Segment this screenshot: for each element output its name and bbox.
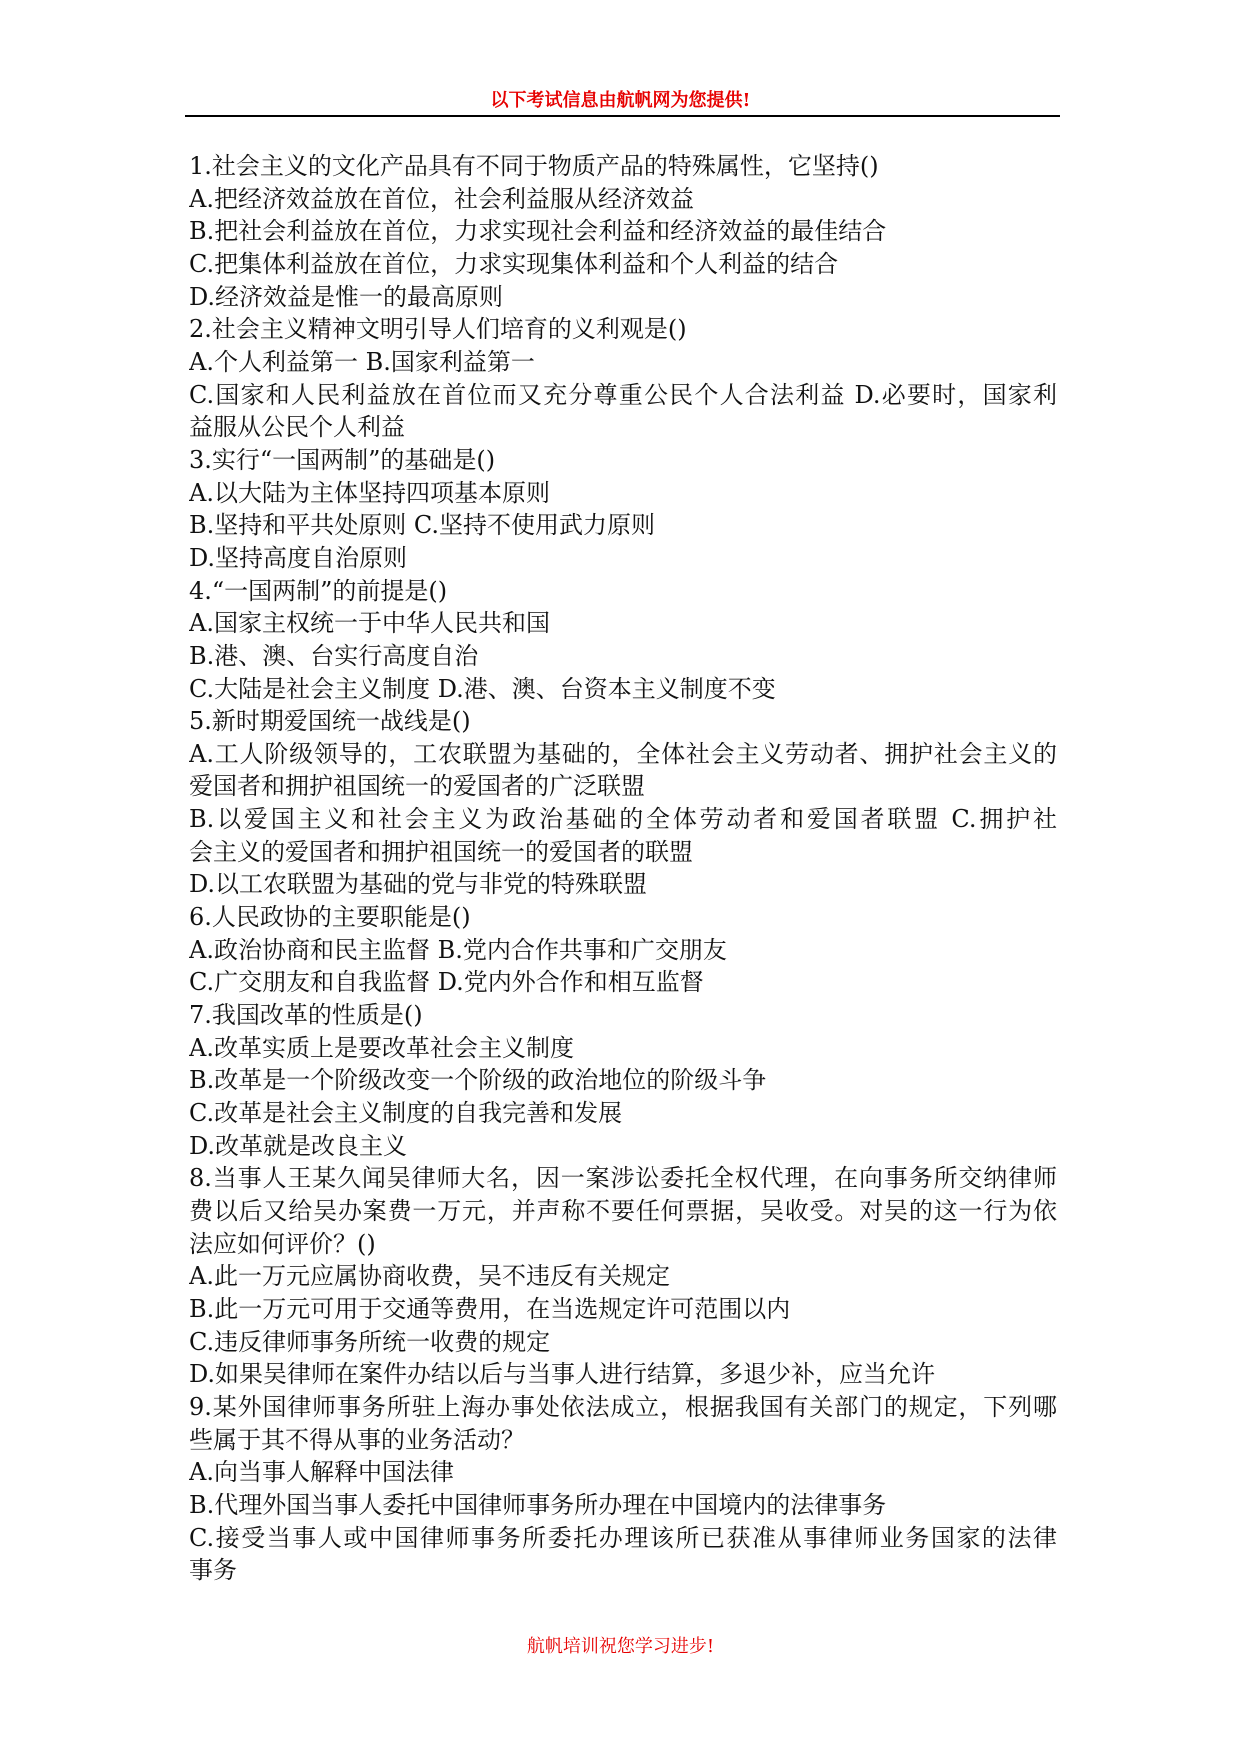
option-line: C.把集体利益放在首位，力求实现集体利益和个人利益的结合: [189, 249, 839, 278]
option-line: 事务: [189, 1556, 237, 1585]
option-line: C.大陆是社会主义制度 D.港、澳、台资本主义制度不变: [189, 674, 776, 703]
option-line: B.此一万元可用于交通等费用，在当选规定许可范围以内: [189, 1294, 791, 1323]
option-line: D.坚持高度自治原则: [189, 543, 408, 572]
option-line: D.以工农联盟为基础的党与非党的特殊联盟: [189, 870, 648, 899]
option-line: A.以大陆为主体坚持四项基本原则: [189, 478, 550, 507]
question-7: [189, 999, 1057, 1162]
question-9: [189, 1391, 1057, 1587]
question-stem: 9.某外国律师事务所驻上海办事处依法成立，根据我国有关部门的规定，下列哪: [189, 1392, 1057, 1421]
question-stem: 8.当事人王某久闻吴律师大名，因一案涉讼委托全权代理，在向事务所交纳律师: [189, 1164, 1057, 1193]
option-line: B.把社会利益放在首位，力求实现社会利益和经济效益的最佳结合: [189, 217, 887, 246]
option-line: A.国家主权统一于中华人民共和国: [189, 609, 550, 638]
question-stem: 5.新时期爱国统一战线是(): [189, 707, 471, 736]
question-stem: 法应如何评价？(): [189, 1229, 376, 1258]
option-line: C.改革是社会主义制度的自我完善和发展: [189, 1099, 623, 1128]
option-line: A.工人阶级领导的，工农联盟为基础的，全体社会主义劳动者、拥护社会主义的: [189, 739, 1057, 768]
question-stem: 1.社会主义的文化产品具有不同于物质产品的特殊属性，它坚持(): [189, 152, 879, 180]
question-4: [189, 575, 1057, 706]
header-notice: 以下考试信息由航帆网为您提供!: [490, 90, 751, 111]
option-line: A.向当事人解释中国法律: [189, 1458, 454, 1487]
option-line: C.接受当事人或中国律师事务所委托办理该所已获准从事律师业务国家的法律: [189, 1523, 1057, 1552]
question-3: [189, 444, 1057, 575]
question-5: [189, 705, 1057, 901]
question-stem: 些属于其不得从事的业务活动？: [189, 1425, 525, 1454]
option-line: B.代理外国当事人委托中国律师事务所办理在中国境内的法律事务: [189, 1490, 887, 1519]
option-line: B.以爱国主义和社会主义为政治基础的全体劳动者和爱国者联盟 C.拥护社: [189, 805, 1057, 834]
option-line: B.港、澳、台实行高度自治: [189, 641, 479, 670]
option-line: A.个人利益第一 B.国家利益第一: [189, 347, 535, 376]
option-line: 爱国者和拥护祖国统一的爱国者的广泛联盟: [189, 772, 645, 801]
question-stem: 7.我国改革的性质是(): [189, 1001, 423, 1030]
option-line: C.国家和人民利益放在首位而又充分尊重公民个人合法利益 D.必要时，国家利: [189, 380, 1057, 409]
question-8: [189, 1162, 1057, 1391]
option-line: B.改革是一个阶级改变一个阶级的政治地位的阶级斗争: [189, 1066, 767, 1095]
question-stem: 4.“一国两制”的前提是(): [189, 576, 448, 605]
question-stem: 2.社会主义精神文明引导人们培育的义利观是(): [189, 315, 687, 344]
question-stem: 6.人民政协的主要职能是(): [189, 903, 471, 932]
option-line: 会主义的爱国者和拥护祖国统一的爱国者的联盟: [189, 837, 693, 866]
option-line: C.广交朋友和自我监督 D.党内外合作和相互监督: [189, 968, 704, 997]
footer-slogan: 航帆培训祝您学习进步!: [526, 1636, 715, 1657]
question-stem: 费以后又给吴办案费一万元，并声称不要任何票据，吴收受。对吴的这一行为依: [189, 1197, 1057, 1225]
question-list: [189, 150, 1057, 1587]
option-line: A.政治协商和民主监督 B.党内合作共事和广交朋友: [189, 935, 727, 964]
header-rule: [185, 115, 1060, 117]
option-line: B.坚持和平共处原则 C.坚持不使用武力原则: [189, 511, 656, 540]
option-line: A.把经济效益放在首位，社会利益服从经济效益: [189, 184, 694, 213]
option-line: D.如果吴律师在案件办结以后与当事人进行结算，多退少补，应当允许: [189, 1360, 936, 1389]
option-line: D.改革就是改良主义: [189, 1131, 408, 1160]
option-line: A.此一万元应属协商收费，吴不违反有关规定: [189, 1262, 670, 1291]
option-line: D.经济效益是惟一的最高原则: [189, 282, 504, 311]
question-6: [189, 901, 1057, 999]
question-stem: 3.实行“一国两制”的基础是(): [189, 445, 496, 474]
question-2: [189, 313, 1057, 444]
question-1: [189, 150, 1057, 313]
option-line: A.改革实质上是要改革社会主义制度: [189, 1033, 574, 1062]
option-line: C.违反律师事务所统一收费的规定: [189, 1327, 551, 1356]
option-line: 益服从公民个人利益: [189, 413, 405, 442]
